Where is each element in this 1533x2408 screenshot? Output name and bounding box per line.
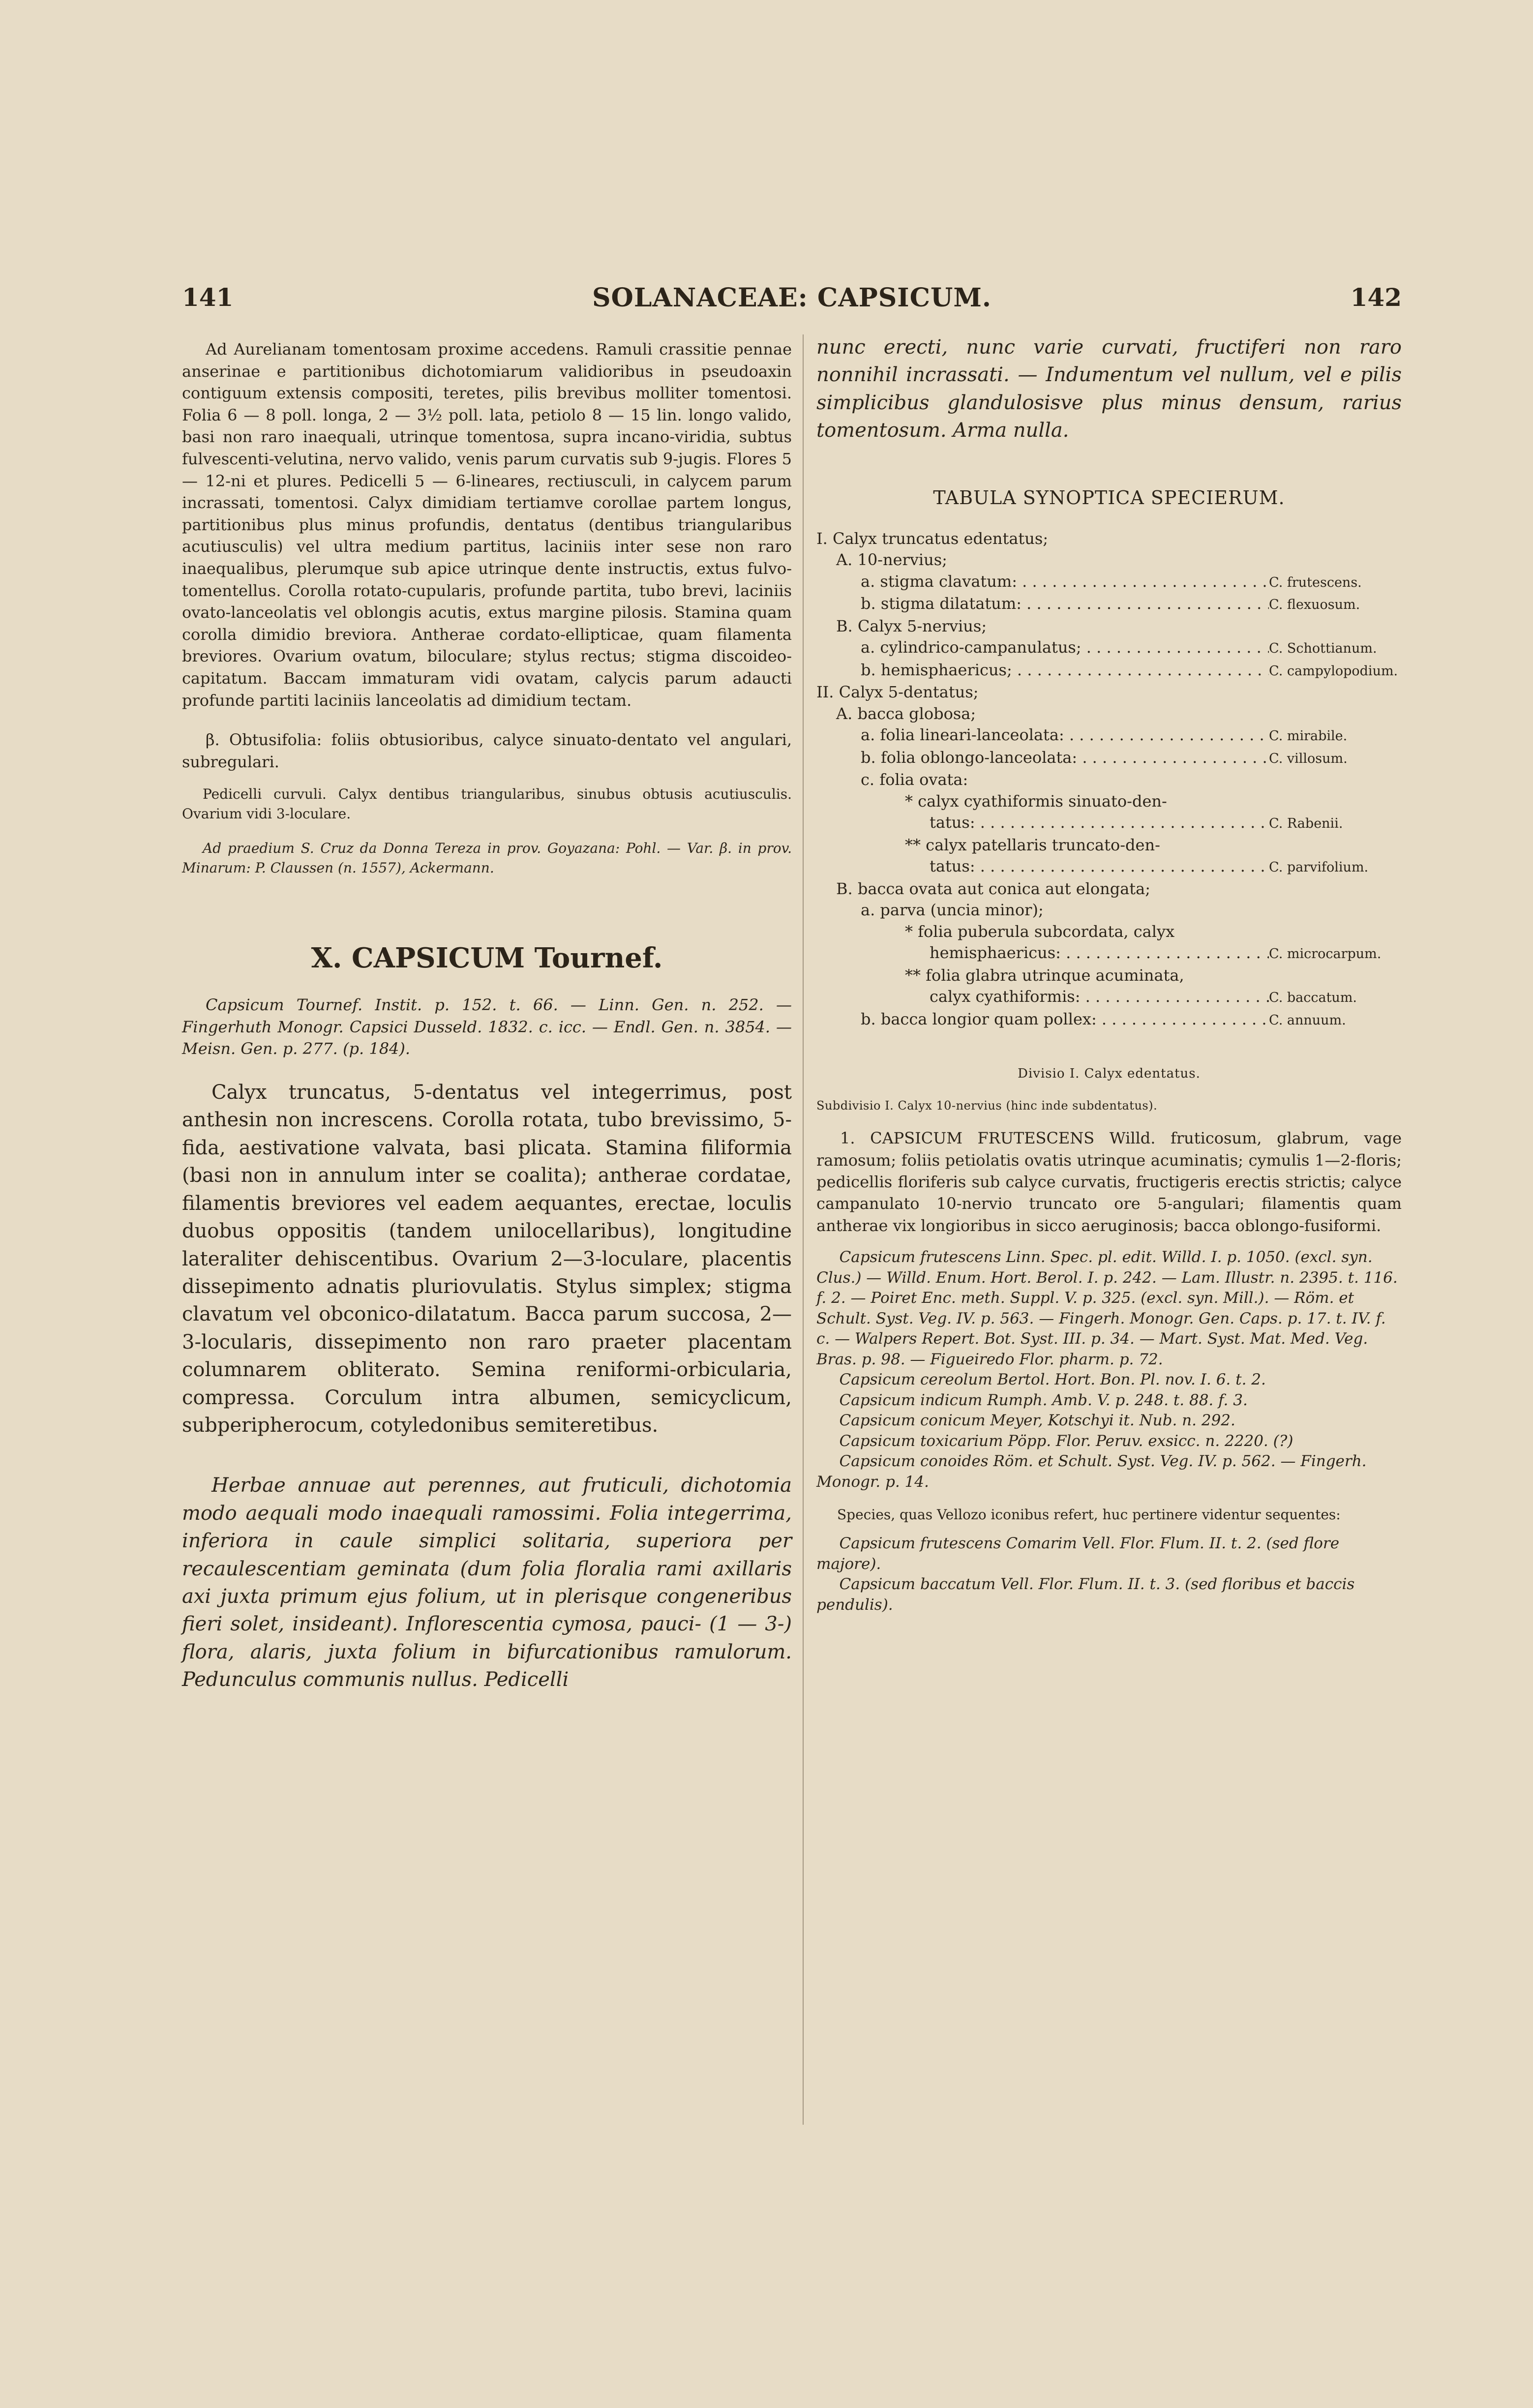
synoptic-key — [816, 528, 1402, 1031]
velloso-line: Capsicum frutescens Comarim Vell. Flor. Flum. II. t. 2. (sed flore majore). — [816, 1535, 1340, 1573]
species-references: Capsicum frutescens Linn. Spec. pl. edit. Willd. I. p. 1050. (excl. syn. Clus.) — Willd. Enum. Hort. Berol. I. p. 242. — Lam. Illustr. n. 2395. t. 116. f. 2. — Poiret Enc. meth. Suppl. V. p. 325. (excl. syn. Mill.). — Röm. et Schult. Syst. Veg. IV. p. 563. — Fingerh. Monogr. Gen. Caps. p. 17. t. IV. f. c. — Walpers Repert. Bot. Syst. III. p. 34. — Mart. Syst. Mat. Med. Veg. Bras. p. 98. — Figueiredo Flor. pharm. p. 72. — [816, 1248, 1398, 1368]
key-line — [816, 1009, 1402, 1031]
synonym-line: Capsicum indicum Rumph. Amb. V. p. 248. t. 88. f. 3. — [839, 1391, 1248, 1409]
key-result: C. annuum. — [1269, 1012, 1346, 1028]
left-column — [182, 334, 792, 1694]
key-line-text: b. stigma dilatatum: . . . — [861, 593, 1269, 615]
variety-paragraph: β. Obtusifolia: foliis obtusioribus, calyce sinuato-dentato vel angulari, subregulari. — [182, 730, 792, 771]
synonym-line: Capsicum toxicarium Pöpp. Flor. Peruv. exsicc. n. 2220. (?) — [839, 1432, 1293, 1450]
subdivisio-heading: Subdivisio I. Calyx 10-nervius (hinc inde subdentatus). — [816, 1099, 1158, 1113]
velloso-references — [816, 1534, 1402, 1615]
key-line: B. Calyx 5-nervius; — [836, 616, 987, 635]
key-line — [816, 856, 1402, 878]
right-column — [816, 334, 1402, 1615]
page-header — [182, 283, 1402, 322]
species-note: Species, quas Vellozo iconibus refert, huc pertinere videntur sequentes: — [837, 1506, 1341, 1523]
key-line: ** calyx patellaris truncato-den- — [905, 835, 1160, 854]
key-line: * folia puberula subcordata, calyx — [905, 922, 1175, 941]
key-line-text: a. cylindrico-campanulatus; . . . — [861, 637, 1269, 659]
locality: Ad praedium S. Cruz da Donna Tereza in prov. Goyazana: Pohl. — Var. β. in prov. Minarum: P. Claussen (n. 1557), Ackermann. — [182, 840, 792, 876]
key-line — [816, 942, 1402, 965]
key-line: ** folia glabra utrinque acuminata, — [905, 965, 1184, 985]
velloso-line: Capsicum baccatum Vell. Flor. Flum. II. t. 3. (sed floribus et baccis pendulis). — [816, 1575, 1355, 1614]
key-result: C. parvifolium. — [1269, 860, 1369, 875]
synopsis-title: TABULA SYNOPTICA SPECIERUM. — [933, 486, 1285, 509]
synonym-line: Capsicum cereolum Bertol. Hort. Bon. Pl. nov. I. 6. t. 2. — [839, 1371, 1266, 1389]
habit-paragraph: Herbae annuae aut perennes, aut fruticuli, dichotomia modo aequali modo inaequali ramossimi. Folia integerrima, inferiora in caule simplici solitaria, superiora per recaulescentiam geminata (dum folia floralia rami axillaris axi juxta primum ejus folium, ut in plerisque congeneribus fieri solet, insideant). Inflorescentia cymosa, pauci- (1 — 3-) flora, alaris, juxta folium in bifurcationibus ramulorum. Pedunculus communis nullus. Pedicelli — [182, 1474, 792, 1691]
key-line: c. folia ovata: — [861, 770, 968, 789]
key-result: C. flexuosum. — [1269, 597, 1360, 613]
key-line-text: b. folia oblongo-lanceolata: . . . — [861, 747, 1269, 769]
key-line-text: a. folia lineari-lanceolata: . . . — [861, 724, 1269, 746]
key-result: C. villosum. — [1269, 751, 1348, 766]
references-block — [816, 1247, 1402, 1492]
genus-references: Capsicum Tournef. Instit. p. 152. t. 66. — Linn. Gen. n. 252. — Fingerhuth Monogr. Capsici Dusseld. 1832. c. icc. — Endl. Gen. n. 3854. — Meisn. Gen. p. 277. (p. 184). — [182, 995, 792, 1058]
key-line-text: tatus: . . . — [930, 856, 1269, 877]
key-line — [816, 724, 1402, 747]
key-line: II. Calyx 5-dentatus; — [816, 683, 979, 702]
key-line-text: tatus: . . . — [930, 812, 1269, 834]
key-result: C. microcarpum. — [1269, 946, 1382, 962]
key-line-text: a. stigma clavatum: . . . — [861, 571, 1269, 593]
variety-note: Pedicelli curvuli. Calyx dentibus triangularibus, sinubus obtusis acutiusculis. Ovarium vidi 3-loculare. — [182, 786, 792, 822]
key-result: C. baccatum. — [1269, 990, 1357, 1006]
key-line-text: calyx cyathiformis: . . . — [930, 986, 1269, 1008]
key-result: C. Schottianum. — [1269, 641, 1377, 657]
intro-paragraph: Ad Aurelianam tomentosam proxime accedens. Ramuli crassitie pennae anserinae e partitionibus dichotomiarum validioribus in pseudoaxin contiguum extensis compositi, teretes, pilis brevibus molliter tomentosi. Folia 6 — 8 poll. longa, 2 — 3½ poll. lata, petiolo 8 — 15 lin. longo valido, basi non raro inaequali, utrinque tomentosa, supra incano-viridia, subtus fulvescenti-velutina, nervo valido, venis parum curvatis sub 9-jugis. Flores 5 — 12-ni et plures. Pedicelli 5 — 6-lineares, rectiusculi, in calycem parum incrassati, tomentosi. Calyx dimidiam tertiamve corollae partem longus, partitionibus plus minus profundis, dentatus (dentibus triangularibus acutiusculis) vel ultra medium partitus, laciniis inter sese non raro inaequalibus, plerumque sub apice utrinque dente instructis, extus fulvo-tomentellus. Corolla rotato-cupularis, profunde partita, tubo brevi, laciniis ovato-lanceolatis vel oblongis acutis, extus margine pilosis. Stamina quam corolla dimidio breviora. Antherae cordato-ellipticae, quam filamenta breviores. Ovarium ovatum, biloculare; stylus rectus; stigma discoideo-capitatum. Baccam immaturam vidi ovatam, calycis parum adaucti profunde partiti laciniis lanceolatis ad dimidium tectam. — [182, 340, 792, 710]
key-line: * calyx cyathiformis sinuato-den- — [905, 791, 1167, 811]
running-title: SOLANACEAE: CAPSICUM. — [592, 283, 992, 313]
genus-description: Calyx truncatus, 5-dentatus vel integerrimus, post anthesin non increscens. Corolla rotata, tubo brevissimo, 5-fida, aestivatione valvata, basi plicata. Stamina filiformia (basi non in annulum inter se coalita); antherae cordatae, filamentis breviores vel eadem aequantes, erectae, loculis duobus oppositis (tandem unilocellaribus), longitudine lateraliter dehiscentibus. Ovarium 2—3-loculare, placentis dissepimento adnatis pluriovulatis. Stylus simplex; stigma clavatum vel obconico-dilatatum. Bacca parum succosa, 2—3-locularis, dissepimento non raro praeter placentam columnarem obliterato. Semina reniformi-orbicularia, compressa. Corculum intra albumen, semicyclicum, subperipherocum, cotyledonibus semiteretibus. — [182, 1081, 792, 1437]
key-line — [816, 660, 1402, 682]
page-number-left: 141 — [182, 283, 234, 312]
key-result: C. campylopodium. — [1269, 663, 1398, 679]
synonym-line: Capsicum conicum Meyer, Kotschyi it. Nub. n. 292. — [839, 1412, 1235, 1430]
divisio-heading: Divisio I. Calyx edentatus. — [1018, 1066, 1201, 1082]
key-line: a. parva (uncia minor); — [861, 901, 1044, 920]
key-line — [816, 812, 1402, 835]
key-line — [816, 637, 1402, 660]
key-line-text: hemisphaericus: . . . — [930, 942, 1269, 964]
key-line — [816, 986, 1402, 1009]
key-line — [816, 747, 1402, 770]
key-line: I. Calyx truncatus edentatus; — [816, 529, 1049, 548]
genus-heading: X. CAPSICUM Tournef. — [311, 942, 663, 975]
page-number-right: 142 — [1350, 283, 1402, 312]
key-line-text: b. hemisphaericus; . . . — [861, 660, 1269, 681]
column-divider — [803, 334, 804, 2125]
key-line: A. 10-nervius; — [836, 550, 947, 570]
key-line-text: b. bacca longior quam pollex: . . . — [861, 1009, 1269, 1030]
key-line — [816, 593, 1402, 616]
species-description: 1. CAPSICUM FRUTESCENS Willd. fruticosum, glabrum, vage ramosum; foliis petiolatis ovatis utrinque acuminatis; cymulis 1—2-floris; pedicellis floriferis sub calyce curvatis, fructigeris erectis strictis; calyce campanulato 10-nervio truncato ore 5-angulari; filamentis quam antherae vix longioribus in sicco aeruginosis; bacca oblongo-fusiformi. — [816, 1129, 1402, 1235]
key-result: C. mirabile. — [1269, 728, 1348, 744]
key-line: B. bacca ovata aut conica aut elongata; — [836, 879, 1151, 898]
key-result: C. Rabenii. — [1269, 816, 1343, 832]
key-line — [816, 571, 1402, 594]
key-line: A. bacca globosa; — [836, 704, 976, 723]
synonym-line: Capsicum conoides Röm. et Schult. Syst. Veg. IV. p. 562. — Fingerh. Monogr. p. 14. — [816, 1452, 1367, 1491]
habit-continued: nunc erecti, nunc varie curvati, fructiferi non raro nonnihil incrassati. — Indumentum vel nullum, vel e pilis simplicibus glandulosisve plus minus densum, rarius tomentosum. Arma nulla. — [816, 336, 1402, 442]
key-result: C. frutescens. — [1269, 574, 1362, 590]
